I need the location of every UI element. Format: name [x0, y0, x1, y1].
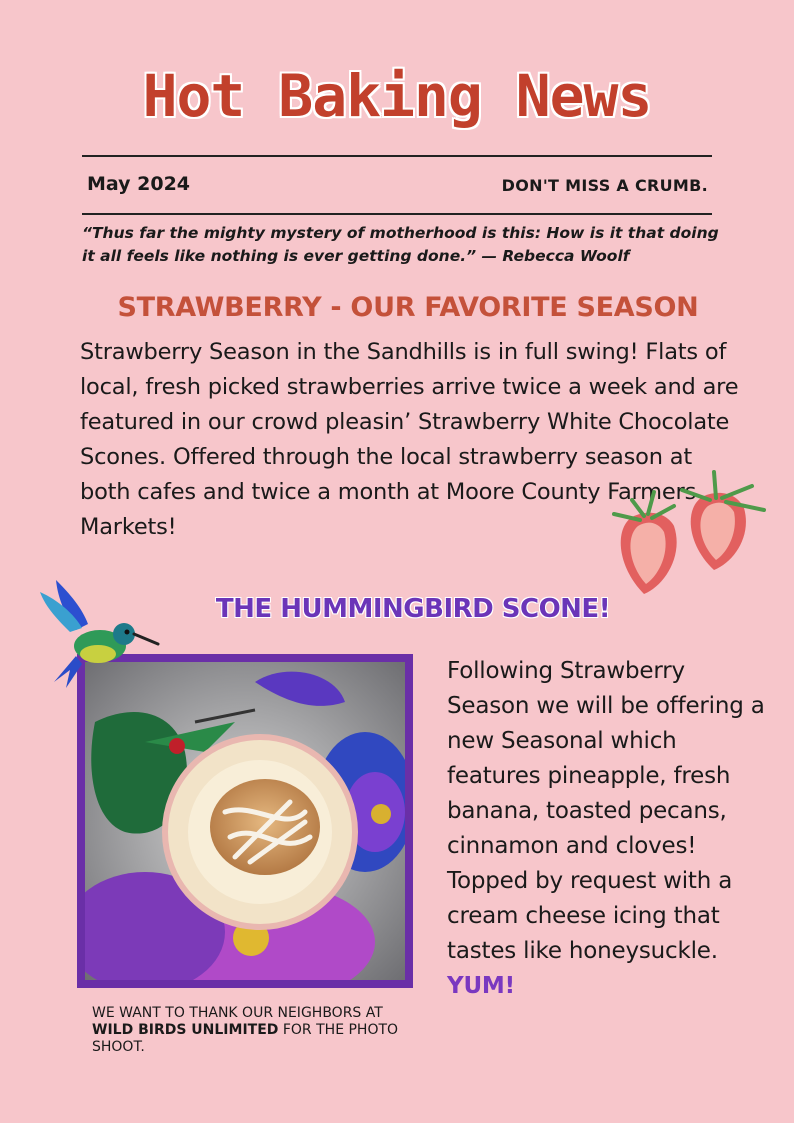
- strawberry-body: Strawberry Season in the Sandhills is in full swing! Flats of local, fresh picked strawberries arrive twice a week and are featured in our crowd pleasin’ Strawberry White Chocolate Scones. Offered through the local strawberry season at both cafes and twice a month at Moore County Farmers Markets!: [80, 339, 739, 540]
- hummingbird-illustration: [36, 574, 160, 690]
- hummingbird-heading: THE HUMMINGBIRD SCONE!: [215, 594, 611, 624]
- masthead-title: Hot Baking News: [142, 62, 652, 130]
- issue-date: May 2024: [87, 173, 191, 195]
- credit-suffix: FOR THE PHOTO SHOOT.: [92, 1022, 399, 1055]
- hummingbird-body: [447, 654, 767, 1004]
- photo-credit: [92, 1005, 422, 1056]
- top-rule: [82, 155, 712, 157]
- photo-frame: [77, 654, 413, 988]
- yum-exclaim: YUM!: [447, 973, 515, 999]
- credit-prefix: WE WANT TO THANK OUR NEIGHBORS AT: [92, 1005, 383, 1021]
- scone-photo: [85, 662, 405, 980]
- hummingbird-body-text: Following Strawberry Season we will be offering a new Seasonal which features pineapple, fresh banana, toasted pecans, cinnamon and cloves! Topped by request with a cream cheese icing that tastes like honeysuckle.: [447, 658, 765, 964]
- pull-quote: “Thus far the mighty mystery of motherhood is this: How is it that doing it all feels like nothing is ever getting done.” — Rebecca Woolf: [82, 224, 719, 265]
- strawberries-illustration: [604, 466, 774, 602]
- tagline: DON'T MISS A CRUMB.: [501, 176, 708, 195]
- strawberry-heading: STRAWBERRY - OUR FAVORITE SEASON: [117, 292, 699, 323]
- credit-partner: WILD BIRDS UNLIMITED: [92, 1022, 279, 1038]
- bottom-rule: [82, 213, 712, 215]
